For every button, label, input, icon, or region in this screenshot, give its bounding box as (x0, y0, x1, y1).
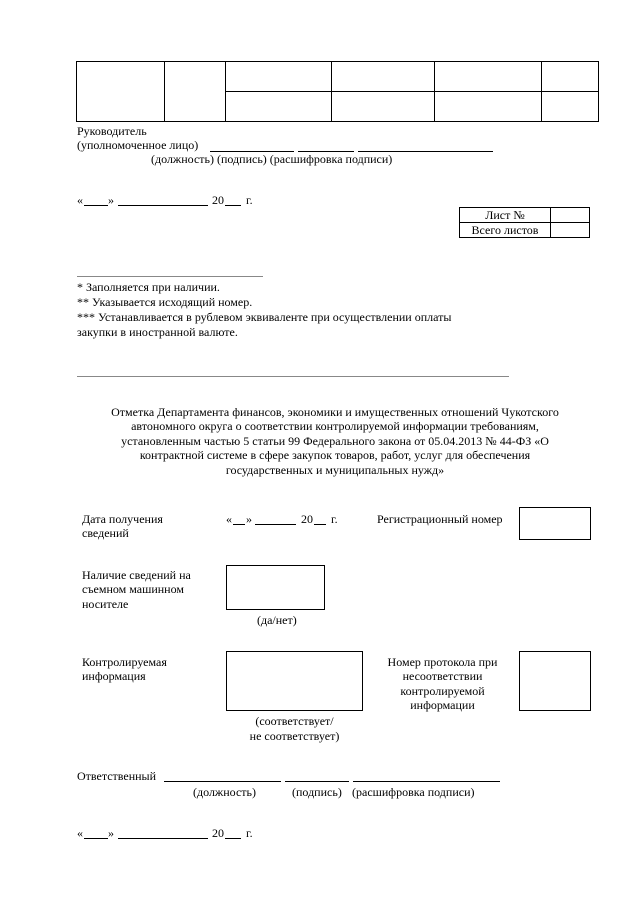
media-field[interactable] (226, 565, 325, 610)
top-table (76, 61, 599, 122)
department-mark-line-4: контрактной системе в сфере закупок товаров, работ, услуг для обеспечения (139, 448, 531, 462)
year-line-2[interactable] (225, 838, 241, 839)
responsible-decoding-caption: (расшифровка подписи) (352, 785, 475, 799)
year-suffix-2: г. (246, 826, 253, 840)
footnote-3: *** Устанавливается в рублевом эквиваленте при осуществлении оплаты (77, 310, 452, 324)
table-cell[interactable] (164, 62, 225, 122)
protocol-number-field[interactable] (519, 651, 591, 711)
media-label-2: съемном машинном (82, 582, 184, 596)
media-caption: (да/нет) (257, 613, 297, 627)
table-cell[interactable] (331, 62, 435, 92)
table-cell[interactable] (225, 62, 331, 92)
department-mark-line-1: Отметка Департамента финансов, экономики и имущественных отношений Чукотского (111, 405, 559, 419)
controlled-info-caption-2: не соответствует) (249, 729, 340, 743)
year-prefix-2: 20 (212, 826, 224, 840)
responsible-decoding-line[interactable] (353, 781, 500, 782)
receipt-date-close: » (246, 512, 252, 526)
total-sheets-value[interactable] (551, 223, 590, 238)
year-prefix: 20 (212, 193, 224, 207)
footnote-1: * Заполняется при наличии. (77, 280, 220, 294)
table-cell[interactable] (435, 62, 542, 92)
controlled-info-field[interactable] (226, 651, 363, 711)
date-open-quote: « (77, 193, 83, 207)
sheet-table (459, 207, 590, 238)
protocol-label-4: информации (410, 698, 475, 712)
department-mark-line-5: государственных и муниципальных нужд» (225, 463, 445, 477)
controlled-info-label-2: информация (82, 669, 146, 683)
receipt-date-label-cont: сведений (82, 526, 129, 540)
registration-number-label: Регистрационный номер (377, 512, 503, 526)
date-open-quote-2: « (77, 826, 83, 840)
footnote-3-cont: закупки в иностранной валюте. (77, 325, 238, 339)
sheet-number-value[interactable] (551, 208, 590, 223)
total-sheets-label: Всего листов (460, 223, 551, 238)
registration-number-field[interactable] (519, 507, 591, 540)
table-cell[interactable] (225, 92, 331, 122)
protocol-label-3: контролируемой (400, 684, 485, 698)
signature-captions: (должность) (подпись) (расшифровка подписи) (151, 152, 393, 166)
protocol-label-1: Номер протокола при (387, 655, 498, 669)
responsible-position-line[interactable] (164, 781, 281, 782)
authorized-person-label: (уполномоченное лицо) (77, 138, 199, 152)
receipt-year-line[interactable] (314, 524, 326, 525)
responsible-signature-line[interactable] (285, 781, 349, 782)
receipt-date-label: Дата получения (82, 512, 163, 526)
receipt-year-suffix: г. (331, 512, 338, 526)
sheet-number-label: Лист № (460, 208, 551, 223)
controlled-info-caption-1: (соответствует/ (255, 714, 334, 728)
department-mark-line-2: автономного округа о соответствии контролируемой информации требованиям, (131, 419, 539, 433)
responsible-label: Ответственный (77, 769, 157, 783)
head-label: Руководитель (77, 124, 147, 138)
year-suffix: г. (246, 193, 253, 207)
receipt-year-prefix: 20 (301, 512, 313, 526)
footnote-separator (77, 276, 263, 277)
footnote-2: ** Указывается исходящий номер. (77, 295, 253, 309)
receipt-month-line[interactable] (255, 524, 296, 525)
controlled-info-label-1: Контролируемая (82, 655, 167, 669)
table-cell[interactable] (435, 92, 542, 122)
year-line[interactable] (225, 205, 241, 206)
receipt-day-line[interactable] (233, 524, 245, 525)
table-cell[interactable] (77, 62, 165, 122)
table-cell[interactable] (331, 92, 435, 122)
protocol-label-2: несоответствии (402, 669, 483, 683)
table-cell[interactable] (541, 62, 598, 92)
day-line-2[interactable] (84, 838, 108, 839)
month-line-2[interactable] (118, 838, 208, 839)
date-close-quote-2: » (108, 826, 114, 840)
responsible-position-caption: (должность) (193, 785, 256, 799)
day-line[interactable] (84, 205, 108, 206)
section-separator (77, 376, 509, 377)
media-label-3: носителе (82, 597, 129, 611)
date-close-quote: » (108, 193, 114, 207)
table-cell[interactable] (541, 92, 598, 122)
responsible-signature-caption: (подпись) (292, 785, 342, 799)
receipt-date-open: « (226, 512, 232, 526)
month-line[interactable] (118, 205, 208, 206)
department-mark-line-3: установленным частью 5 статьи 99 Федерального закона от 05.04.2013 № 44-ФЗ «О (121, 434, 549, 448)
media-label-1: Наличие сведений на (82, 568, 191, 582)
